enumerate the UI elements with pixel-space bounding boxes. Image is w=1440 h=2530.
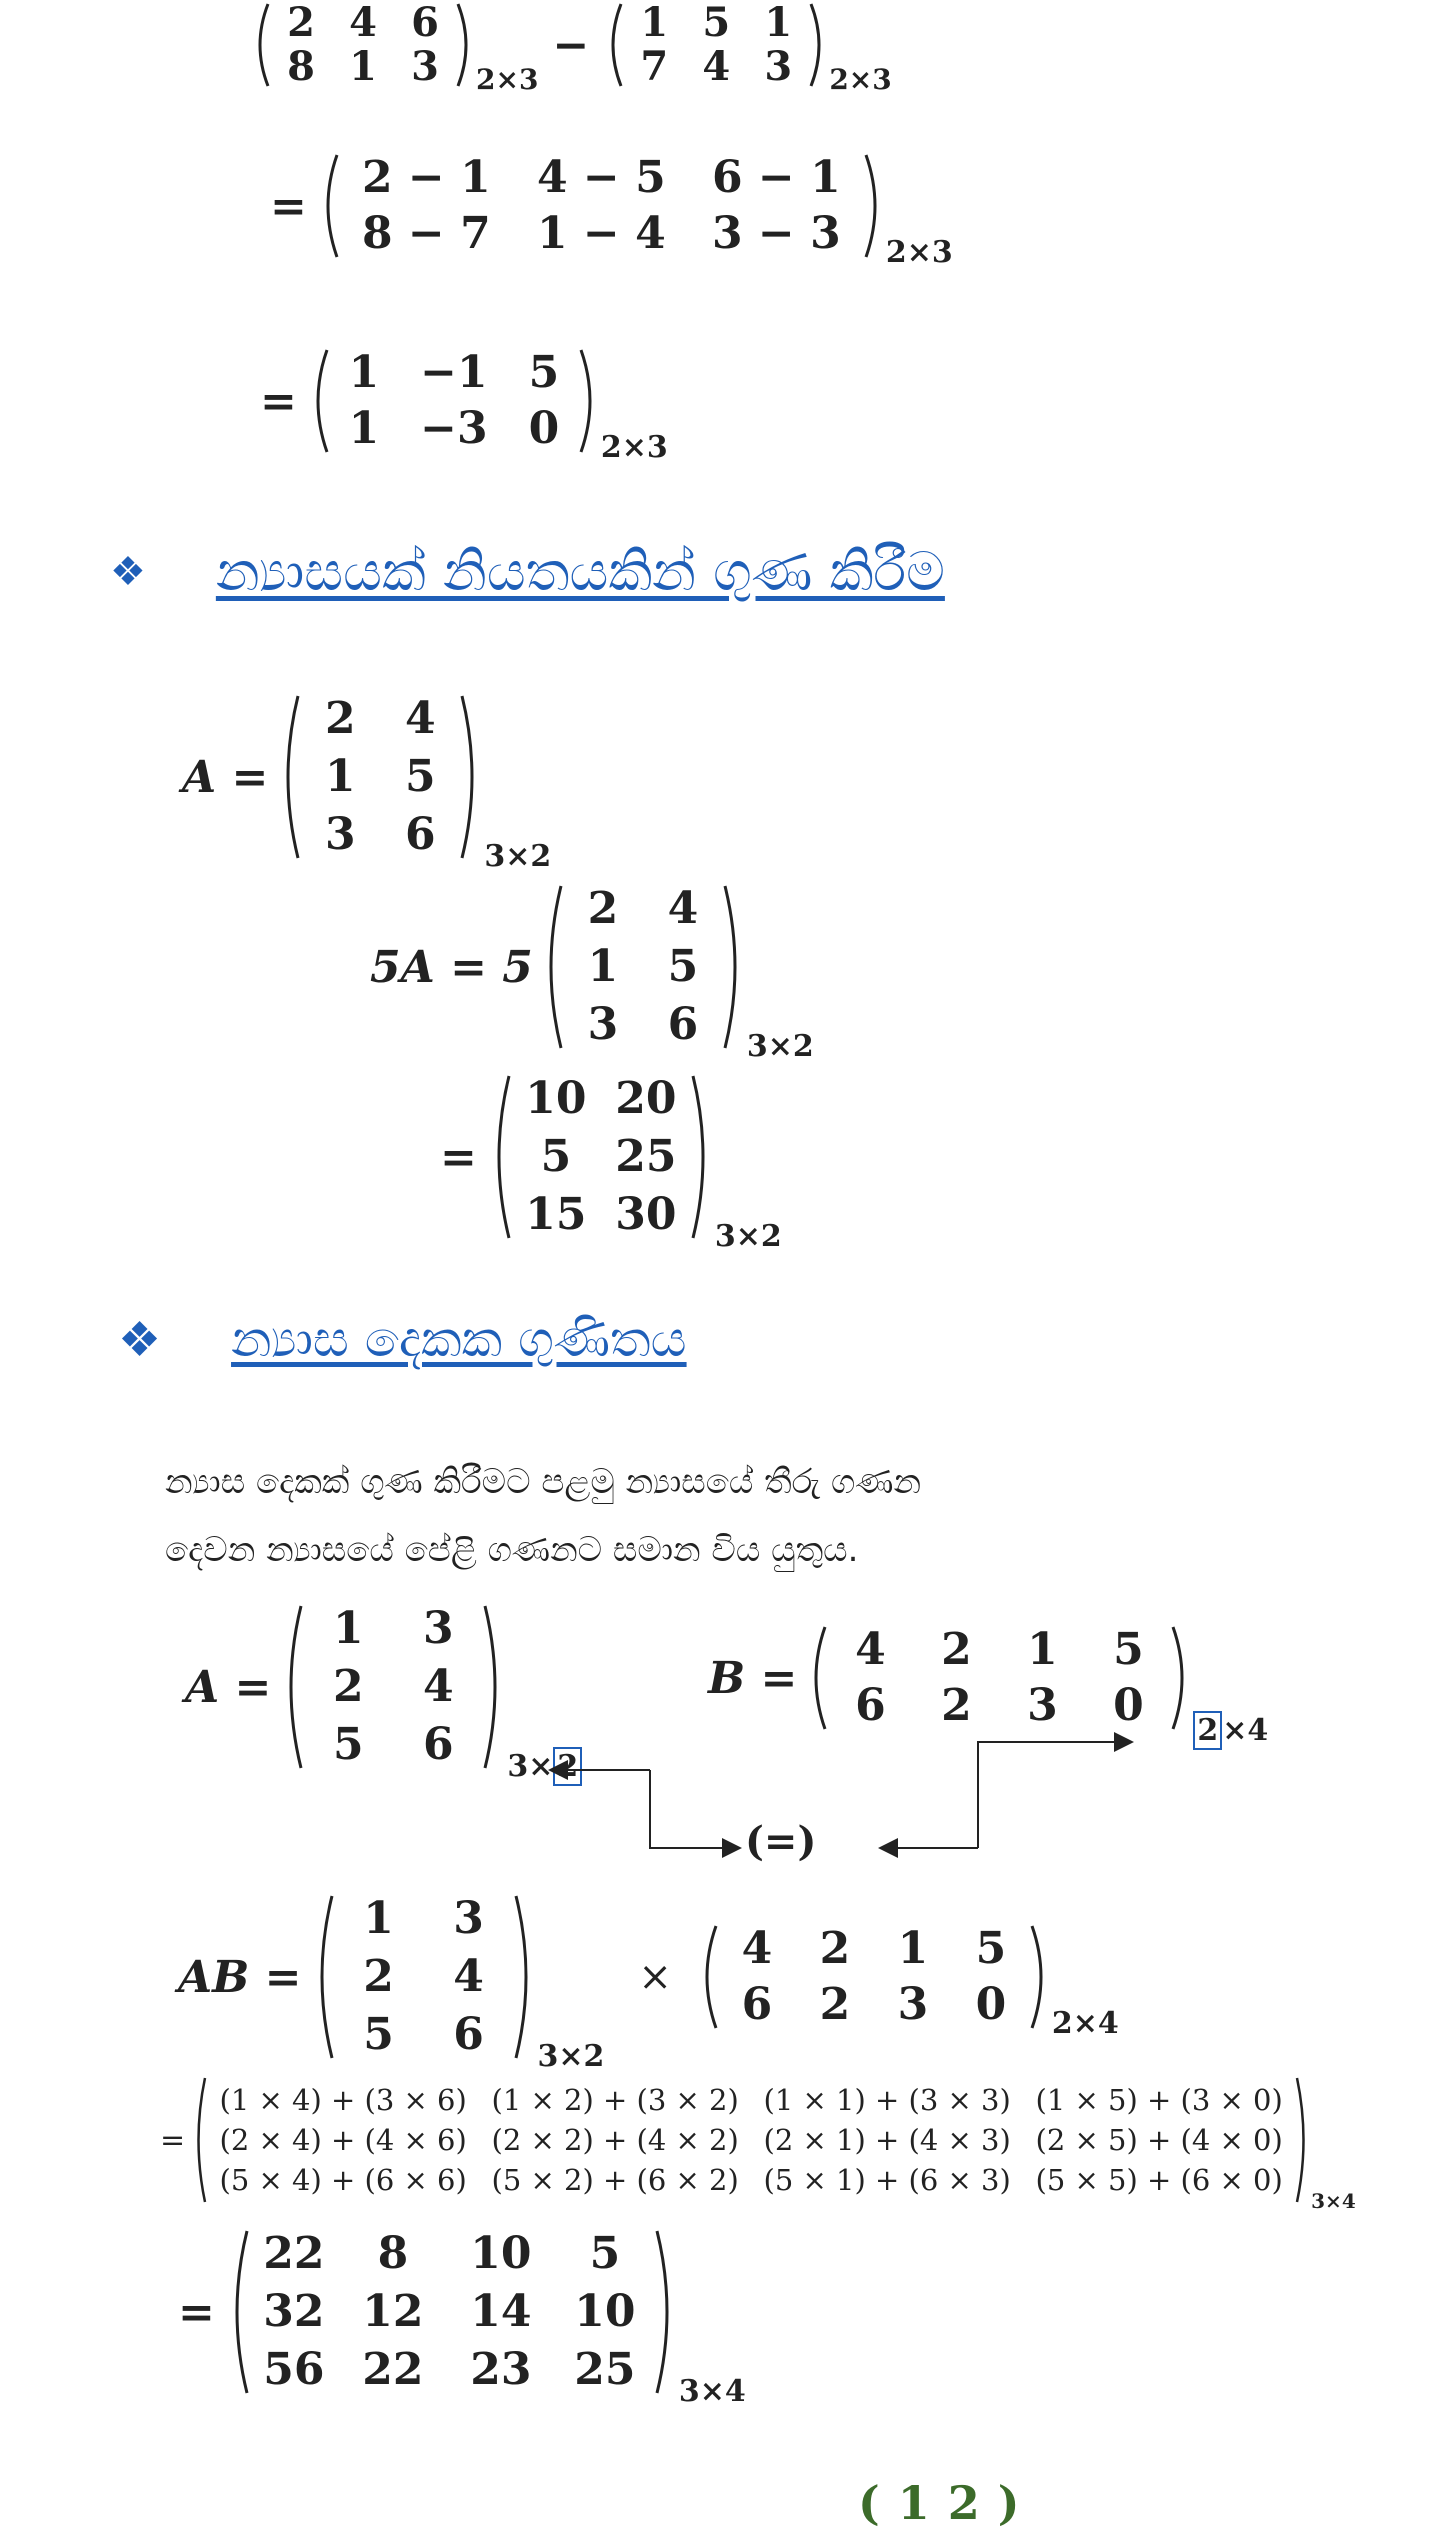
equals-sign: = — [160, 2122, 186, 2158]
order-label: 3×4 — [1311, 2189, 1356, 2213]
arrow-a-to-equal — [650, 1770, 740, 1848]
matrix-cell: 8 − 7 — [362, 208, 491, 259]
matrix-b — [805, 1622, 1269, 1748]
matrix-m4-grid — [329, 345, 579, 457]
ab-matrix-b — [696, 1921, 1119, 2041]
matrix-cell: (5 × 4) + (6 × 6) — [219, 2163, 467, 2197]
order-rows: 3× — [507, 1749, 554, 1784]
matrix-cell: 3 − 3 — [712, 208, 841, 259]
matrix-cell: 10 — [470, 2228, 532, 2279]
matrix-cell: 3 — [587, 999, 619, 1050]
matrix-cell: 5 — [1113, 1624, 1144, 1675]
matrix-cell: 1 − 4 — [537, 208, 666, 259]
paragraph-line: දෙවන න්‍යාසයේ පේළි ගණනට සමාන විය යුතුය. — [165, 1530, 859, 1570]
order-label: 3×2 — [537, 2039, 605, 2074]
matrix-cell: 6 — [741, 1979, 773, 2030]
matrix-cell: (1 × 5) + (3 × 0) — [1035, 2083, 1283, 2117]
matrix-cell: −3 — [420, 403, 488, 454]
matrix-cell: 5 — [667, 941, 699, 992]
matrix-cell: 1 — [348, 347, 380, 398]
matrix-cell: 2 − 1 — [362, 152, 491, 203]
equals-sign: = — [178, 2286, 215, 2338]
matrix-cell: (5 × 2) + (6 × 2) — [491, 2163, 739, 2197]
partial-text: (1 — [858, 2476, 948, 2530]
matrix-cell: 2 — [819, 1979, 851, 2030]
matrix-cell: 4 — [741, 1923, 773, 1974]
order-label: 3×2 — [484, 839, 552, 874]
matrix-cell: 5 — [540, 1131, 572, 1182]
order-label: 2×3 — [885, 235, 953, 270]
matrix-cell: (1 × 4) + (3 × 6) — [219, 2083, 467, 2117]
matrix-cell: 1 — [897, 1923, 929, 1974]
matrix-cell: 5 — [528, 347, 560, 398]
matrix-cell: 2 — [325, 693, 356, 744]
matrix-cell: 32 — [263, 2286, 325, 2337]
equals-sign: = — [260, 375, 297, 427]
matrix-cell: 6 — [453, 2009, 484, 2060]
product-matrix-a — [185, 1600, 582, 1784]
order-label: 2×3 — [600, 430, 668, 465]
matrix-cell: 0 — [528, 403, 560, 454]
matrix-cell: 2 — [819, 1923, 851, 1974]
matrix-cell: 6 — [855, 1680, 886, 1731]
matrix-cell: 10 — [525, 1073, 587, 1124]
minus-sign: − — [552, 19, 590, 71]
matrix-5a — [487, 1070, 782, 1254]
matrix-cell: (2 × 1) + (4 × 3) — [763, 2123, 1011, 2157]
matrix-cell: (1 × 1) + (3 × 3) — [763, 2083, 1011, 2117]
matrix-cell: 1 — [764, 0, 793, 46]
matrix-cell: −1 — [420, 347, 488, 398]
matrix-cell: 4 — [453, 1951, 484, 2002]
bullet-diamond-icon: ❖ — [118, 1311, 162, 1368]
matrix-cell: 7 — [640, 43, 669, 90]
expanded-matrix-grid — [207, 2080, 1295, 2200]
matrix-cell: 30 — [615, 1189, 677, 1240]
section-heading-product — [118, 1310, 687, 1369]
scalar-result — [440, 1070, 782, 1254]
matrix-m1-grid — [270, 1, 456, 89]
matrix-cell: 1 — [349, 43, 377, 90]
matrix-cell: 3 — [1027, 1680, 1058, 1731]
matrix-m2 — [603, 0, 892, 96]
matrix-cell: (5 × 5) + (6 × 0) — [1035, 2163, 1283, 2197]
subtraction-line-2 — [270, 150, 953, 270]
matrix-cell: 22 — [263, 2228, 325, 2279]
matrix-cell: 4 — [423, 1661, 454, 1712]
equals-sign: = — [270, 180, 307, 232]
matrix-cell: 5 — [589, 2228, 621, 2279]
subtraction-line-3 — [260, 345, 668, 465]
matrix-cell: 3 — [897, 1979, 929, 2030]
matrix-cell: 2 — [363, 1951, 394, 2002]
matrix-cell: 3 — [325, 809, 356, 860]
matrix-m3 — [317, 150, 953, 270]
matrix-a-grid — [303, 1600, 483, 1774]
matrix-cell: 5 — [363, 2009, 394, 2060]
matrix-cell: 6 − 1 — [712, 152, 841, 203]
equals-sign: = — [440, 1131, 477, 1183]
matrix-cell: 8 — [287, 43, 315, 90]
matrix-a — [279, 1600, 582, 1784]
order-cols: ×4 — [1222, 1713, 1269, 1748]
ab-matrix-b-grid — [718, 1921, 1030, 2033]
matrix-label: B = — [708, 1652, 798, 1704]
matrix-cell: (2 × 4) + (4 × 6) — [219, 2123, 467, 2157]
matrix-cell: 4 — [349, 0, 377, 46]
order-label: 2×3 — [476, 63, 539, 96]
product-rule-paragraph — [165, 1448, 1315, 1584]
result-matrix-grid — [249, 2225, 655, 2399]
matrix-a-copy-grid — [563, 880, 723, 1054]
dimension-arrows — [540, 1730, 1240, 1870]
matrix-cell: 3 — [411, 43, 439, 90]
product-result — [178, 2225, 746, 2409]
matrix-cell: 1 — [333, 1603, 364, 1654]
matrix-cell: 10 — [574, 2286, 636, 2337]
highlighted-row-count: 2 — [1193, 1711, 1222, 1750]
bullet-diamond-icon: ❖ — [110, 549, 146, 595]
matrix-cell: 6 — [423, 1719, 454, 1770]
matrix-m3-grid — [339, 150, 864, 262]
matrix-cell: 4 — [667, 883, 699, 934]
matrix-cell: 25 — [615, 1131, 677, 1182]
subtraction-line-1 — [250, 0, 892, 96]
matrix-cell: 4 − 5 — [537, 152, 666, 203]
matrix-cell: 3 — [764, 43, 793, 90]
matrix-cell: 5 — [333, 1719, 364, 1770]
matrix-m4 — [307, 345, 668, 465]
matrix-label: A = — [182, 751, 269, 803]
matrix-a-grid — [300, 690, 460, 864]
matrix-cell: 12 — [362, 2286, 424, 2337]
matrix-cell: 5 — [702, 0, 731, 46]
matrix-5a-grid — [511, 1070, 691, 1244]
matrix-cell: 1 — [325, 751, 356, 802]
product-matrix-b — [708, 1622, 1269, 1748]
ab-matrix-a-grid — [334, 1890, 514, 2064]
matrix-cell: 23 — [470, 2344, 532, 2395]
matrix-cell: 20 — [615, 1073, 677, 1124]
expanded-product — [160, 2075, 1356, 2213]
matrix-label: A = — [185, 1661, 272, 1713]
section-heading-scalar — [110, 540, 945, 604]
matrix-label: AB = — [178, 1951, 302, 2003]
times-sign: × — [638, 1954, 672, 2000]
section-title: න්‍යාසයක් නියතයකින් ගුණ කිරීම — [215, 540, 945, 603]
matrix-a-definition — [182, 690, 552, 874]
section-title: න්‍යාස දෙකක ගුණිතය — [231, 1310, 687, 1368]
result-matrix — [225, 2225, 746, 2409]
order-label: 3×2 — [746, 1029, 814, 1064]
matrix-cell: 14 — [470, 2286, 532, 2337]
order-label: 3×4 — [678, 2374, 746, 2409]
matrix-cell: 2 — [587, 883, 619, 934]
matrix-cell: 1 — [587, 941, 619, 992]
matrix-cell: 3 — [453, 1893, 484, 1944]
order-label: 3×2 — [714, 1219, 782, 1254]
matrix-cell: 5 — [975, 1923, 1007, 1974]
partial-text: 2) — [947, 2476, 1038, 2530]
arrow-to-b — [978, 1742, 1132, 1848]
matrix-cell: 1 — [363, 1893, 394, 1944]
matrix-b-grid — [827, 1622, 1171, 1734]
matrix-cell: 1 — [1027, 1624, 1058, 1675]
matrix-cell: 6 — [405, 809, 436, 860]
matrix-cell: 8 — [377, 2228, 409, 2279]
product-ab — [178, 1890, 1119, 2074]
matrix-a — [276, 690, 552, 874]
matrix-cell: (5 × 1) + (6 × 3) — [763, 2163, 1011, 2197]
matrix-cell: (2 × 2) + (4 × 2) — [491, 2123, 739, 2157]
matrix-m1 — [250, 0, 539, 96]
matrix-cell: 3 — [423, 1603, 454, 1654]
matrix-cell: 1 — [348, 403, 380, 454]
matrix-cell: (2 × 5) + (4 × 0) — [1035, 2123, 1283, 2157]
matrix-cell: 2 — [941, 1624, 972, 1675]
matrix-cell: 56 — [263, 2344, 325, 2395]
matrix-cell: 22 — [362, 2344, 424, 2395]
matrix-cell: 25 — [574, 2344, 636, 2395]
equal-dimension-label: (=) — [745, 1818, 817, 1865]
partial-matrix-cutoff — [858, 2476, 1038, 2530]
matrix-cell: 4 — [855, 1624, 886, 1675]
matrix-cell: 5 — [405, 751, 436, 802]
expanded-matrix — [191, 2075, 1356, 2213]
matrix-cell: 15 — [525, 1189, 587, 1240]
matrix-cell: 6 — [411, 0, 439, 46]
scalar-5a — [370, 880, 814, 1064]
matrix-cell: 0 — [975, 1979, 1007, 2030]
matrix-cell: (1 × 2) + (3 × 2) — [491, 2083, 739, 2117]
matrix-cell: 2 — [287, 0, 315, 46]
matrix-cell: 6 — [667, 999, 699, 1050]
matrix-cell: 4 — [405, 693, 436, 744]
order-label: 2×4 — [1051, 2006, 1119, 2041]
matrix-cell: 1 — [640, 0, 669, 46]
matrix-m2-grid — [623, 1, 809, 89]
matrix-cell: 2 — [333, 1661, 364, 1712]
matrix-cell: 2 — [941, 1680, 972, 1731]
ab-matrix-a — [310, 1890, 605, 2074]
order-label: 2×3 — [829, 63, 892, 96]
highlighted-column-count: 2 — [553, 1747, 582, 1786]
paragraph-line: න්‍යාස දෙකක් ගුණ කිරීමට පළමු න්‍යාසයේ තීරු ගණන — [165, 1462, 922, 1502]
matrix-a-copy — [539, 880, 814, 1064]
matrix-cell: 0 — [1113, 1680, 1144, 1731]
scalar-expression: 5A = 5 — [370, 941, 533, 993]
matrix-cell: 4 — [702, 43, 731, 90]
